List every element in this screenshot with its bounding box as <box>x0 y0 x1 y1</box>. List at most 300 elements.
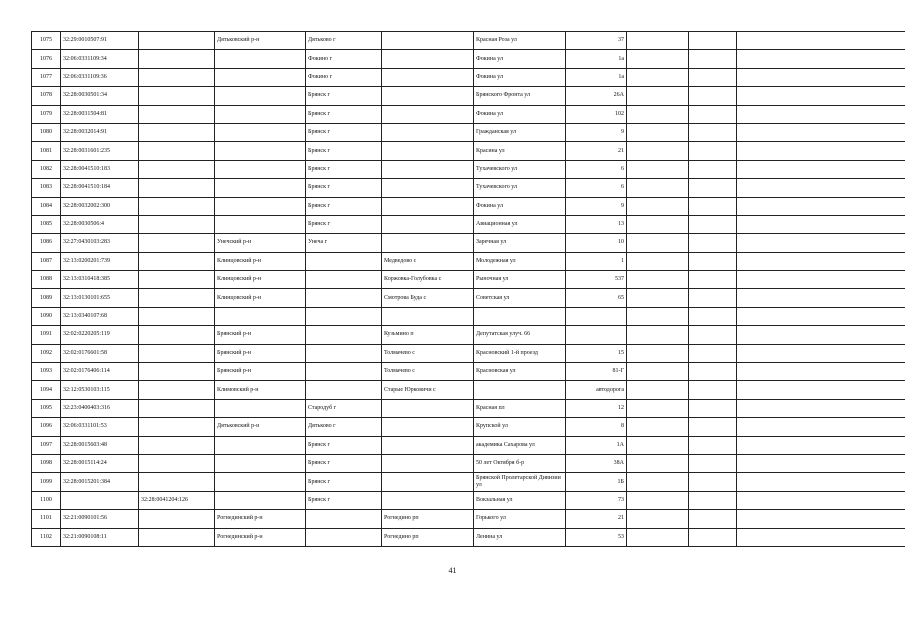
house-number-cell: 537 <box>566 271 627 289</box>
row-number-cell: 1098 <box>32 454 61 472</box>
district-cell: Дятьковский р-н <box>215 418 306 436</box>
table-row <box>32 326 905 344</box>
row-number-cell: 1087 <box>32 252 61 270</box>
row-number-cell: 1091 <box>32 326 61 344</box>
extra-cell-3 <box>737 234 905 252</box>
extra-cell-3 <box>737 436 905 454</box>
settlement-cell <box>382 234 474 252</box>
extra-cell-2 <box>689 68 737 86</box>
alt-cadastral-number-cell <box>139 363 215 381</box>
alt-cadastral-number-cell <box>139 32 215 50</box>
city-cell <box>306 381 382 399</box>
settlement-cell <box>382 418 474 436</box>
extra-cell-1 <box>627 179 689 197</box>
city-cell <box>306 252 382 270</box>
extra-cell-1 <box>627 307 689 325</box>
extra-cell-2 <box>689 87 737 105</box>
row-number-cell: 1083 <box>32 179 61 197</box>
extra-cell-1 <box>627 68 689 86</box>
street-cell: Красновская ул <box>474 363 566 381</box>
extra-cell-3 <box>737 215 905 233</box>
street-cell: Депутатская улуч. 66 <box>474 326 566 344</box>
extra-cell-3 <box>737 307 905 325</box>
extra-cell-1 <box>627 87 689 105</box>
cadastral-number-cell: 32:28:0015114:24 <box>61 454 139 472</box>
table-row <box>32 381 905 399</box>
house-number-cell: 1а <box>566 68 627 86</box>
city-cell: Стародуб г <box>306 399 382 417</box>
city-cell: Брянск г <box>306 491 382 509</box>
district-cell: Брянский р-н <box>215 326 306 344</box>
alt-cadastral-number-cell <box>139 289 215 307</box>
extra-cell-1 <box>627 289 689 307</box>
cadastral-number-cell: 32:02:0176601:58 <box>61 344 139 362</box>
extra-cell-2 <box>689 473 737 491</box>
settlement-cell <box>382 123 474 141</box>
district-cell <box>215 197 306 215</box>
house-number-cell: 21 <box>566 142 627 160</box>
page-number: 41 <box>448 566 457 575</box>
district-cell: Дятьковский р-н <box>215 32 306 50</box>
alt-cadastral-number-cell <box>139 142 215 160</box>
table-row <box>32 436 905 454</box>
settlement-cell <box>382 142 474 160</box>
street-cell <box>474 381 566 399</box>
district-cell <box>215 399 306 417</box>
extra-cell-2 <box>689 215 737 233</box>
extra-cell-2 <box>689 105 737 123</box>
extra-cell-1 <box>627 105 689 123</box>
table-row <box>32 473 905 491</box>
settlement-cell <box>382 215 474 233</box>
table-row <box>32 418 905 436</box>
extra-cell-3 <box>737 252 905 270</box>
street-cell: Крупской ул <box>474 418 566 436</box>
alt-cadastral-number-cell <box>139 197 215 215</box>
cadastral-number-cell: 32:13:0200201:739 <box>61 252 139 270</box>
table-row <box>32 363 905 381</box>
city-cell: Брянск г <box>306 197 382 215</box>
settlement-cell <box>382 50 474 68</box>
city-cell <box>306 510 382 528</box>
table-row <box>32 344 905 362</box>
city-cell <box>306 344 382 362</box>
district-cell: Рогнединский р-н <box>215 528 306 546</box>
house-number-cell: 65 <box>566 289 627 307</box>
row-number-cell: 1079 <box>32 105 61 123</box>
extra-cell-3 <box>737 105 905 123</box>
alt-cadastral-number-cell <box>139 50 215 68</box>
row-number-cell: 1082 <box>32 160 61 178</box>
extra-cell-2 <box>689 160 737 178</box>
table-row <box>32 491 905 509</box>
extra-cell-2 <box>689 142 737 160</box>
settlement-cell: Толмачево с <box>382 363 474 381</box>
city-cell: Брянск г <box>306 105 382 123</box>
cadastral-number-cell: 32:23:0400403:316 <box>61 399 139 417</box>
street-cell: Красновский 1-й проезд <box>474 344 566 362</box>
cadastral-number-cell: 32:28:0032014:91 <box>61 123 139 141</box>
settlement-cell <box>382 32 474 50</box>
row-number-cell: 1086 <box>32 234 61 252</box>
district-cell <box>215 123 306 141</box>
row-number-cell: 1077 <box>32 68 61 86</box>
extra-cell-1 <box>627 234 689 252</box>
settlement-cell: Старые Юрковичи с <box>382 381 474 399</box>
extra-cell-2 <box>689 436 737 454</box>
cadastral-number-cell: 32:27:0430103:283 <box>61 234 139 252</box>
cadastral-number-cell: 32:28:0030506:4 <box>61 215 139 233</box>
cadastral-number-cell: 32:28:0041510:183 <box>61 160 139 178</box>
extra-cell-1 <box>627 381 689 399</box>
table-row <box>32 528 905 546</box>
extra-cell-3 <box>737 271 905 289</box>
street-cell: Советская ул <box>474 289 566 307</box>
district-cell <box>215 142 306 160</box>
house-number-cell <box>566 326 627 344</box>
table-row <box>32 399 905 417</box>
settlement-cell <box>382 179 474 197</box>
cadastral-number-cell: 32:02:0220205:119 <box>61 326 139 344</box>
extra-cell-2 <box>689 179 737 197</box>
row-number-cell: 1076 <box>32 50 61 68</box>
extra-cell-1 <box>627 252 689 270</box>
row-number-cell: 1075 <box>32 32 61 50</box>
alt-cadastral-number-cell <box>139 528 215 546</box>
extra-cell-2 <box>689 234 737 252</box>
row-number-cell: 1090 <box>32 307 61 325</box>
house-number-cell: 13 <box>566 215 627 233</box>
cadastral-number-cell: 32:28:0015603:48 <box>61 436 139 454</box>
house-number-cell: 26А <box>566 87 627 105</box>
house-number-cell: автодорога <box>566 381 627 399</box>
cadastral-number-cell: 32:28:0031504:81 <box>61 105 139 123</box>
cadastral-number-cell: 32:28:0031601:235 <box>61 142 139 160</box>
settlement-cell <box>382 454 474 472</box>
table-row <box>32 179 905 197</box>
extra-cell-1 <box>627 491 689 509</box>
extra-cell-2 <box>689 381 737 399</box>
house-number-cell: 38А <box>566 454 627 472</box>
table-row <box>32 105 905 123</box>
cadastral-number-cell: 32:28:0041510:184 <box>61 179 139 197</box>
street-cell: Фокина ул <box>474 50 566 68</box>
city-cell <box>306 271 382 289</box>
settlement-cell: Смотрова Буда с <box>382 289 474 307</box>
extra-cell-2 <box>689 326 737 344</box>
extra-cell-2 <box>689 491 737 509</box>
table-row <box>32 87 905 105</box>
street-cell: Красина ул <box>474 142 566 160</box>
register-table <box>31 31 905 547</box>
table-row <box>32 252 905 270</box>
house-number-cell: 6 <box>566 179 627 197</box>
street-cell: Заречная ул <box>474 234 566 252</box>
city-cell: Дятьково г <box>306 32 382 50</box>
alt-cadastral-number-cell <box>139 399 215 417</box>
alt-cadastral-number-cell <box>139 234 215 252</box>
row-number-cell: 1093 <box>32 363 61 381</box>
city-cell: Брянск г <box>306 123 382 141</box>
table-row <box>32 510 905 528</box>
extra-cell-1 <box>627 142 689 160</box>
extra-cell-3 <box>737 160 905 178</box>
house-number-cell: 6 <box>566 160 627 178</box>
extra-cell-3 <box>737 32 905 50</box>
alt-cadastral-number-cell <box>139 381 215 399</box>
street-cell: Тухачевского ул <box>474 160 566 178</box>
extra-cell-3 <box>737 344 905 362</box>
street-cell: академика Сахарова ул <box>474 436 566 454</box>
alt-cadastral-number-cell <box>139 307 215 325</box>
street-cell: Вокзальная ул <box>474 491 566 509</box>
row-number-cell: 1094 <box>32 381 61 399</box>
alt-cadastral-number-cell <box>139 252 215 270</box>
city-cell: Брянск г <box>306 87 382 105</box>
table-row <box>32 454 905 472</box>
extra-cell-1 <box>627 473 689 491</box>
extra-cell-2 <box>689 123 737 141</box>
extra-cell-3 <box>737 399 905 417</box>
extra-cell-2 <box>689 344 737 362</box>
street-cell: Фокина ул <box>474 105 566 123</box>
district-cell: Брянский р-н <box>215 344 306 362</box>
district-cell <box>215 215 306 233</box>
district-cell: Клинцовский р-н <box>215 252 306 270</box>
house-number-cell: 73 <box>566 491 627 509</box>
house-number-cell: 1 <box>566 252 627 270</box>
table-row <box>32 32 905 50</box>
row-number-cell: 1085 <box>32 215 61 233</box>
city-cell: Брянск г <box>306 454 382 472</box>
alt-cadastral-number-cell: 32:28:0041204:126 <box>139 491 215 509</box>
cadastral-number-cell: 32:13:0310418:385 <box>61 271 139 289</box>
extra-cell-1 <box>627 215 689 233</box>
extra-cell-2 <box>689 363 737 381</box>
city-cell: Дятьково г <box>306 418 382 436</box>
row-number-cell: 1089 <box>32 289 61 307</box>
row-number-cell: 1092 <box>32 344 61 362</box>
extra-cell-3 <box>737 87 905 105</box>
street-cell: Брянской Пролетарской Дивизии ул <box>474 473 566 491</box>
table-row <box>32 50 905 68</box>
street-cell: Авиационная ул <box>474 215 566 233</box>
extra-cell-2 <box>689 418 737 436</box>
table-row <box>32 234 905 252</box>
cadastral-number-cell: 32:13:0130101:655 <box>61 289 139 307</box>
row-number-cell: 1097 <box>32 436 61 454</box>
city-cell: Брянск г <box>306 215 382 233</box>
extra-cell-3 <box>737 381 905 399</box>
extra-cell-1 <box>627 363 689 381</box>
street-cell: Ленина ул <box>474 528 566 546</box>
city-cell: Фокино г <box>306 50 382 68</box>
cadastral-number-cell: 32:02:0176406:114 <box>61 363 139 381</box>
extra-cell-1 <box>627 50 689 68</box>
alt-cadastral-number-cell <box>139 454 215 472</box>
table-row <box>32 289 905 307</box>
district-cell <box>215 491 306 509</box>
district-cell <box>215 436 306 454</box>
street-cell: 50 лет Октября б-р <box>474 454 566 472</box>
settlement-cell: Медведово с <box>382 252 474 270</box>
extra-cell-3 <box>737 473 905 491</box>
alt-cadastral-number-cell <box>139 436 215 454</box>
house-number-cell: 81-Г <box>566 363 627 381</box>
alt-cadastral-number-cell <box>139 160 215 178</box>
cadastral-number-cell: 32:21:0090108:11 <box>61 528 139 546</box>
table-row <box>32 271 905 289</box>
extra-cell-1 <box>627 344 689 362</box>
alt-cadastral-number-cell <box>139 271 215 289</box>
district-cell <box>215 87 306 105</box>
house-number-cell: 37 <box>566 32 627 50</box>
street-cell: Красная пл <box>474 399 566 417</box>
table-row <box>32 142 905 160</box>
cadastral-number-cell: 32:06:0331101:53 <box>61 418 139 436</box>
district-cell: Брянский р-н <box>215 363 306 381</box>
district-cell <box>215 307 306 325</box>
alt-cadastral-number-cell <box>139 510 215 528</box>
table-row <box>32 160 905 178</box>
alt-cadastral-number-cell <box>139 344 215 362</box>
street-cell: Тухачевского ул <box>474 179 566 197</box>
settlement-cell: Коржовка-Голубовка с <box>382 271 474 289</box>
street-cell: Фокина ул <box>474 197 566 215</box>
extra-cell-1 <box>627 123 689 141</box>
house-number-cell: 102 <box>566 105 627 123</box>
table-row <box>32 307 905 325</box>
extra-cell-3 <box>737 418 905 436</box>
row-number-cell: 1084 <box>32 197 61 215</box>
cadastral-number-cell: 32:28:0032002:300 <box>61 197 139 215</box>
alt-cadastral-number-cell <box>139 87 215 105</box>
city-cell: Брянск г <box>306 473 382 491</box>
house-number-cell: 9 <box>566 123 627 141</box>
row-number-cell: 1099 <box>32 473 61 491</box>
cadastral-number-cell: 32:06:0331109:34 <box>61 50 139 68</box>
extra-cell-3 <box>737 68 905 86</box>
street-cell: Молодежная ул <box>474 252 566 270</box>
cadastral-number-cell: 32:12:0530103:115 <box>61 381 139 399</box>
house-number-cell: 53 <box>566 528 627 546</box>
city-cell <box>306 326 382 344</box>
street-cell: Красная Роза ул <box>474 32 566 50</box>
extra-cell-3 <box>737 363 905 381</box>
extra-cell-2 <box>689 32 737 50</box>
city-cell <box>306 528 382 546</box>
extra-cell-2 <box>689 197 737 215</box>
street-cell: Гражданская ул <box>474 123 566 141</box>
extra-cell-2 <box>689 289 737 307</box>
settlement-cell: Рогнедино рп <box>382 528 474 546</box>
cadastral-number-cell: 32:28:0015201:384 <box>61 473 139 491</box>
table-row <box>32 68 905 86</box>
extra-cell-3 <box>737 454 905 472</box>
house-number-cell: 1а <box>566 50 627 68</box>
city-cell <box>306 363 382 381</box>
alt-cadastral-number-cell <box>139 326 215 344</box>
alt-cadastral-number-cell <box>139 105 215 123</box>
extra-cell-3 <box>737 179 905 197</box>
settlement-cell <box>382 160 474 178</box>
extra-cell-3 <box>737 528 905 546</box>
settlement-cell <box>382 491 474 509</box>
table-row <box>32 197 905 215</box>
settlement-cell <box>382 473 474 491</box>
house-number-cell: 8 <box>566 418 627 436</box>
alt-cadastral-number-cell <box>139 473 215 491</box>
city-cell: Брянск г <box>306 436 382 454</box>
house-number-cell: 21 <box>566 510 627 528</box>
row-number-cell: 1080 <box>32 123 61 141</box>
extra-cell-3 <box>737 510 905 528</box>
district-cell <box>215 50 306 68</box>
street-cell: Фокина ул <box>474 68 566 86</box>
cadastral-number-cell: 32:06:0331109:36 <box>61 68 139 86</box>
extra-cell-1 <box>627 510 689 528</box>
extra-cell-3 <box>737 326 905 344</box>
cadastral-number-cell: 32:29:0010507:91 <box>61 32 139 50</box>
extra-cell-1 <box>627 399 689 417</box>
table-row <box>32 123 905 141</box>
extra-cell-1 <box>627 197 689 215</box>
extra-cell-3 <box>737 289 905 307</box>
row-number-cell: 1088 <box>32 271 61 289</box>
extra-cell-3 <box>737 197 905 215</box>
alt-cadastral-number-cell <box>139 123 215 141</box>
cadastral-number-cell: 32:28:0030501:34 <box>61 87 139 105</box>
settlement-cell: Толмачево с <box>382 344 474 362</box>
house-number-cell: 1Б <box>566 473 627 491</box>
district-cell: Унечский р-н <box>215 234 306 252</box>
extra-cell-1 <box>627 271 689 289</box>
house-number-cell: 1А <box>566 436 627 454</box>
extra-cell-2 <box>689 399 737 417</box>
settlement-cell: Кузьмино п <box>382 326 474 344</box>
street-cell: Горького ул <box>474 510 566 528</box>
district-cell <box>215 68 306 86</box>
cadastral-number-cell <box>61 491 139 509</box>
district-cell: Клинцовский р-н <box>215 289 306 307</box>
extra-cell-2 <box>689 50 737 68</box>
street-cell: Рыночная ул <box>474 271 566 289</box>
district-cell: Рогнединский р-н <box>215 510 306 528</box>
alt-cadastral-number-cell <box>139 418 215 436</box>
extra-cell-2 <box>689 454 737 472</box>
row-number-cell: 1100 <box>32 491 61 509</box>
extra-cell-1 <box>627 32 689 50</box>
house-number-cell: 12 <box>566 399 627 417</box>
city-cell <box>306 307 382 325</box>
city-cell <box>306 289 382 307</box>
extra-cell-1 <box>627 160 689 178</box>
settlement-cell <box>382 399 474 417</box>
city-cell: Брянск г <box>306 179 382 197</box>
row-number-cell: 1101 <box>32 510 61 528</box>
alt-cadastral-number-cell <box>139 68 215 86</box>
settlement-cell <box>382 68 474 86</box>
extra-cell-2 <box>689 510 737 528</box>
cadastral-number-cell: 32:21:0090101:56 <box>61 510 139 528</box>
settlement-cell: Рогнедино рп <box>382 510 474 528</box>
street-cell: Брянского Фронта ул <box>474 87 566 105</box>
house-number-cell: 10 <box>566 234 627 252</box>
city-cell: Брянск г <box>306 160 382 178</box>
extra-cell-3 <box>737 491 905 509</box>
settlement-cell <box>382 197 474 215</box>
district-cell: Клинцовский р-н <box>215 271 306 289</box>
